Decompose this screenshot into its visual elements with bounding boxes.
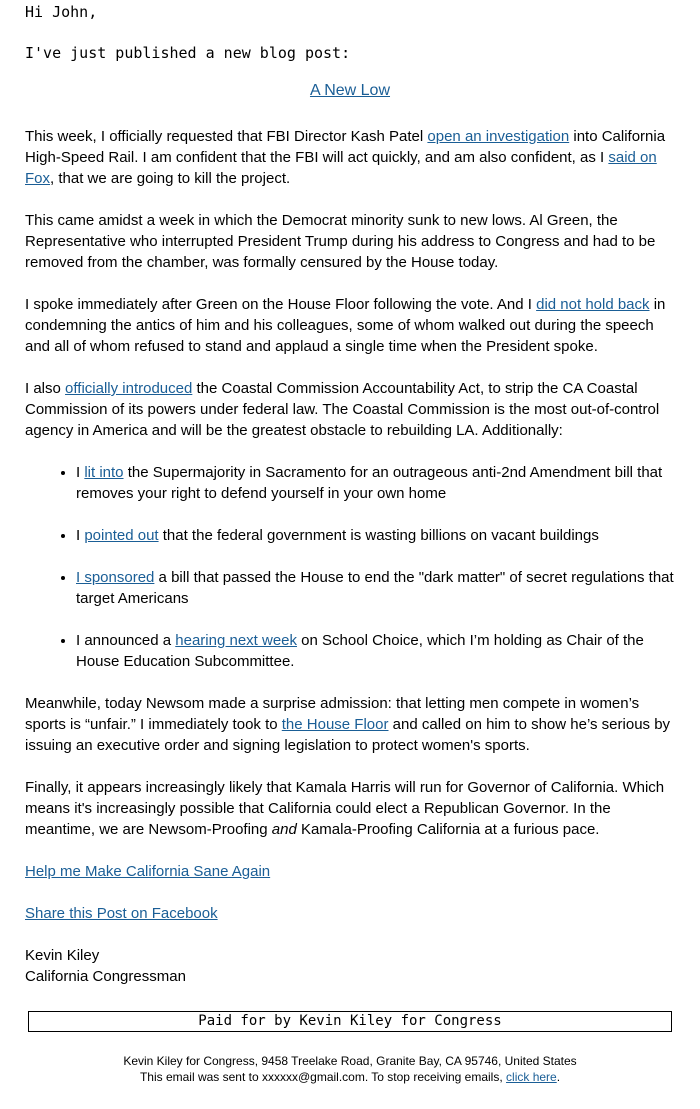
post-title-link[interactable]: A New Low (309, 82, 391, 99)
paid-for-disclaimer: Paid for by Kevin Kiley for Congress (28, 1011, 672, 1032)
officially-introduced-link[interactable]: officially introduced (65, 380, 193, 397)
accomplishments-list (25, 462, 675, 672)
paragraph-fbi: This week, I officially requested that FBI Director Kash Patel open an investigation into California High-Speed Rail. I am confident that the FBI will act quickly, and am also confident, as I said on Fox, that we are going to kill the project. (25, 128, 666, 187)
cta-link[interactable]: Help me Make California Sane Again (25, 863, 271, 880)
paragraph-censure: This came amidst a week in which the Democrat minority sunk to new lows. Al Green, the Representative who interrupted President Trump during his address to Congress and had to be removed from the chamber, was formally censured by the House today. (25, 212, 656, 271)
pointed-out-link[interactable]: pointed out (84, 527, 159, 544)
footer-sent-to: This email was sent to xxxxxx@gmail.com. To stop receiving emails, click here. (139, 1070, 561, 1084)
greeting: Hi John, (25, 3, 98, 21)
list-item: • I pointed out that the federal government is wasting billions on vacant buildings (76, 525, 675, 546)
footer-address: Kevin Kiley for Congress, 9458 Treelake Road, Granite Bay, CA 95746, United States (123, 1054, 577, 1068)
i-sponsored-link[interactable]: I sponsored (76, 569, 155, 586)
email-body (25, 126, 675, 987)
list-item: • I sponsored a bill that passed the House to end the "dark matter" of secret regulations that target Americans (76, 567, 675, 609)
paragraph-newsom: Meanwhile, today Newsom made a surprise admission: that letting men compete in women’s sports is “unfair.” I immediately took to the House Floor and called on him to show he’s serious by issuing an executive order and signing legislation to protect women's sports. (25, 695, 671, 754)
list-item: • I lit into the Supermajority in Sacramento for an outrageous anti-2nd Amendment bill that removes your right to defend yourself in your own home (76, 462, 675, 504)
hearing-next-week-link[interactable]: hearing next week (175, 632, 298, 649)
paragraph-house-floor: I spoke immediately after Green on the House Floor following the vote. And I did not hold back in condemning the antics of him and his colleagues, some of whom walked out during the speech and all of whom refused to stand and applaud a single time when the President spoke. (25, 296, 666, 355)
unsubscribe-link[interactable]: click here (506, 1070, 557, 1084)
signature-title: California Congressman (25, 968, 186, 985)
open-investigation-link[interactable]: open an investigation (427, 128, 570, 145)
signature-name: Kevin Kiley (25, 947, 100, 964)
lit-into-link[interactable]: lit into (84, 464, 124, 481)
house-floor-link[interactable]: the House Floor (281, 716, 389, 733)
intro-text: I've just published a new blog post: (25, 44, 351, 62)
said-on-fox-link[interactable]: said on Fox (25, 149, 657, 187)
did-not-hold-back-link[interactable]: did not hold back (536, 296, 650, 313)
share-facebook-link[interactable]: Share this Post on Facebook (25, 905, 218, 922)
paragraph-kamala: Finally, it appears increasingly likely that Kamala Harris will run for Governor of California. Which means it's increasingly possible that California could elect a Republican Governor. In the meantime, we are Newsom-Proofing and Kamala-Proofing California at a furious pace. (25, 779, 665, 838)
footer (0, 1053, 700, 1085)
list-item: • I announced a hearing next week on School Choice, which I’m holding as Chair of the House Education Subcommittee. (76, 630, 675, 672)
paragraph-coastal-commission: I also officially introduced the Coastal Commission Accountability Act, to strip the CA Coastal Commission of its powers under federal law. The Coastal Commission is the most out-of-control agency in America and will be the greatest obstacle to rebuilding LA. Additionally: (25, 380, 660, 439)
